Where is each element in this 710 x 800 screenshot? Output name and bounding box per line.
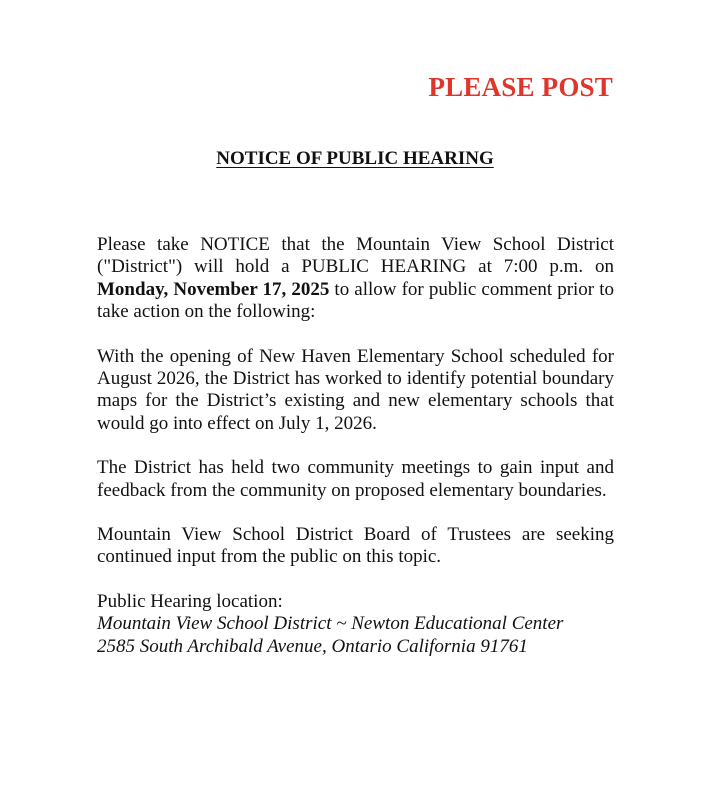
hearing-location xyxy=(97,591,614,658)
paragraph-board-input: Mountain View School District Board of Trustees are seeking continued input from the public on this topic. xyxy=(97,524,614,568)
notice-body xyxy=(97,234,614,658)
notice-title: NOTICE OF PUBLIC HEARING xyxy=(216,148,494,169)
hearing-date: Monday, November 17, 2025 xyxy=(97,278,330,300)
please-post-banner: PLEASE POST xyxy=(428,72,613,102)
location-address: 2585 South Archibald Avenue, Ontario California 91761 xyxy=(97,635,528,657)
hearing-intro-text: Please take NOTICE that the Mountain View School District ("District") will hold a PUBLIC HEARING at 7:00 p.m. on xyxy=(97,234,614,278)
location-venue: Mountain View School District ~ Newton Educational Center xyxy=(97,613,564,635)
paragraph-hearing-notice xyxy=(97,234,614,324)
paragraph-new-school: With the opening of New Haven Elementary School scheduled for August 2026, the District has worked to identify potential boundary maps for the District’s existing and new elementary schools that would go into effect on July 1, 2026. xyxy=(97,345,614,434)
hearing-purpose-text: to allow for public comment prior to take action on the following: xyxy=(97,278,614,323)
location-label: Public Hearing location: xyxy=(97,590,283,612)
paragraph-community-meetings: The District has held two community meetings to gain input and feedback from the community on proposed elementary boundaries. xyxy=(97,457,614,501)
